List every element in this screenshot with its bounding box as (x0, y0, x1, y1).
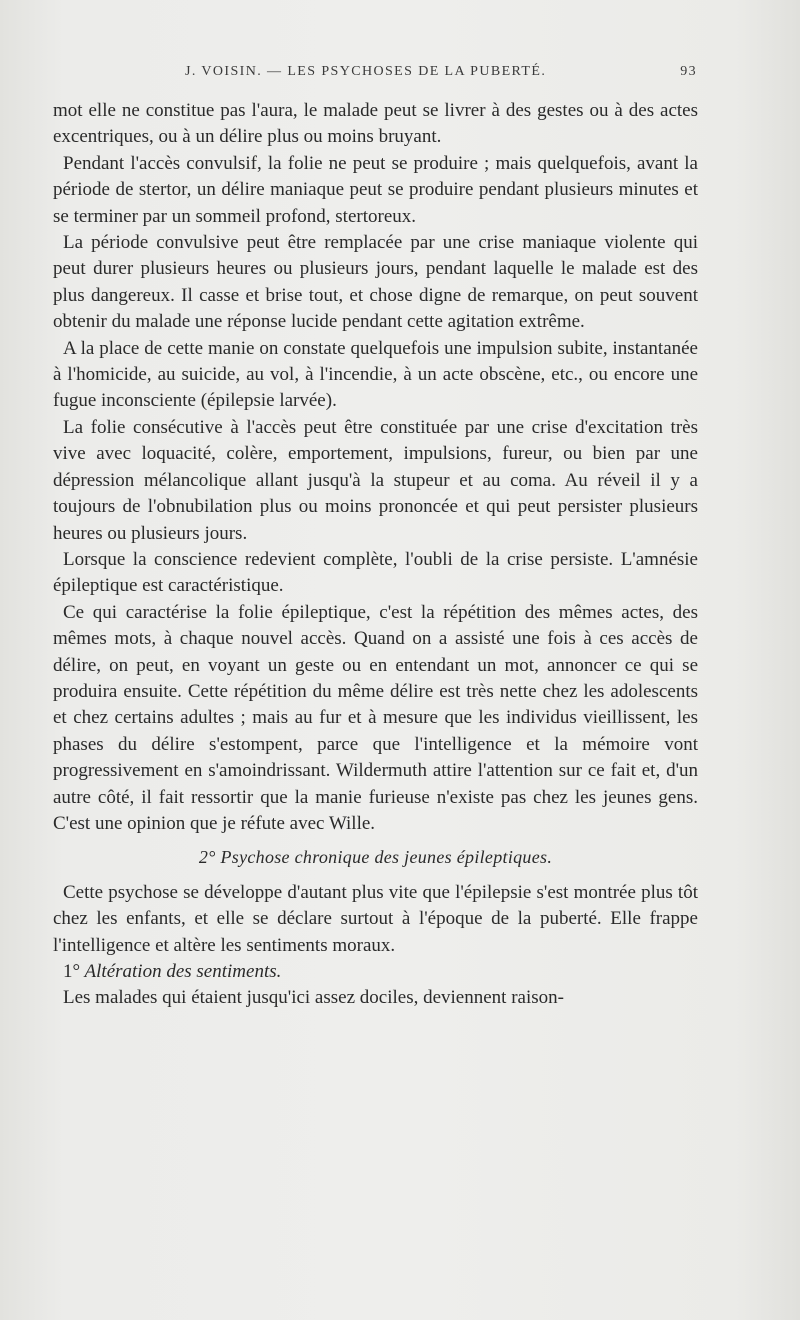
running-header (185, 64, 697, 90)
paragraph: A la place de cette manie on constate quelquefois une impulsion subite, instantanée à l'homicide, au suicide, au vol, à l'incendie, à un acte obscène, etc., ou encore une fugue inconsciente (épilepsie larvée). (53, 337, 698, 412)
paragraph: Pendant l'accès convulsif, la folie ne peut se produire ; mais quelquefois, avant la période de stertor, un délire maniaque peut se produire pendant plusieurs minutes et se terminer par un sommeil profond, stertoreux. (53, 152, 698, 227)
sub-heading (53, 959, 698, 985)
paragraph: Les malades qui étaient jusqu'ici assez dociles, deviennent raison- (63, 987, 564, 1009)
sub-heading-number: 1° (63, 961, 81, 982)
body-text (53, 98, 698, 1012)
paragraph: mot elle ne constitue pas l'aura, le malade peut se livrer à des gestes ou à des actes excentriques, ou à un délire plus ou moins bruyant. (53, 100, 698, 148)
sub-heading-title: Altération des sentiments. (84, 961, 282, 982)
paragraph: Ce qui caractérise la folie épileptique, c'est la répétition des mêmes actes, des mêmes mots, à chaque nouvel accès. Quand on a assisté une fois à ces accès de délire, on peut, en voyant un geste ou en entendant un mot, annoncer ce qui se produira ensuite. Cette répétition du même délire est très nette chez les adolescents et chez certains adultes ; mais au fur et à mesure que les individus vieillissent, les phases du délire s'estompent, parce que l'intelligence et la mémoire vont progressivement en s'amoindrissant. Wildermuth attire l'attention sur ce fait et, d'un autre côté, il fait ressortir que la manie furieuse n'existe pas chez les jeunes gens. C'est une opinion que je réfute avec Wille. (53, 601, 698, 834)
section-heading: 2° Psychose chronique des jeunes épileptiques. (198, 847, 553, 868)
paragraph: Cette psychose se développe d'autant plus vite que l'épilepsie s'est montrée plus tôt chez les enfants, et elle se déclare surtout à l'époque de la puberté. Elle frappe l'intelligence et altère les sentiments moraux. (53, 881, 698, 956)
page-number: 93 (680, 64, 697, 79)
running-title: J. VOISIN. — LES PSYCHOSES DE LA PUBERTÉ. (185, 64, 547, 79)
paragraph: La période convulsive peut être remplacée par une crise maniaque violente qui peut durer plusieurs heures ou plusieurs jours, pendant laquelle le malade est des plus dangereux. Il casse et brise tout, et chose digne de remarque, on peut souvent obtenir du malade une réponse lucide pendant cette agitation extrême. (53, 232, 698, 333)
paragraph: La folie consécutive à l'accès peut être constituée par une crise d'excitation très vive avec loquacité, colère, emportement, impulsions, fureur, ou bien par une dépression mélancolique allant jusqu'à la stupeur et au coma. Au réveil il y a toujours de l'obnubilation plus ou moins prononcée et qui peut persister plusieurs heures ou plusieurs jours. (53, 416, 698, 544)
paragraph: Lorsque la conscience redevient complète, l'oubli de la crise persiste. L'amnésie épileptique est caractéristique. (53, 548, 698, 597)
